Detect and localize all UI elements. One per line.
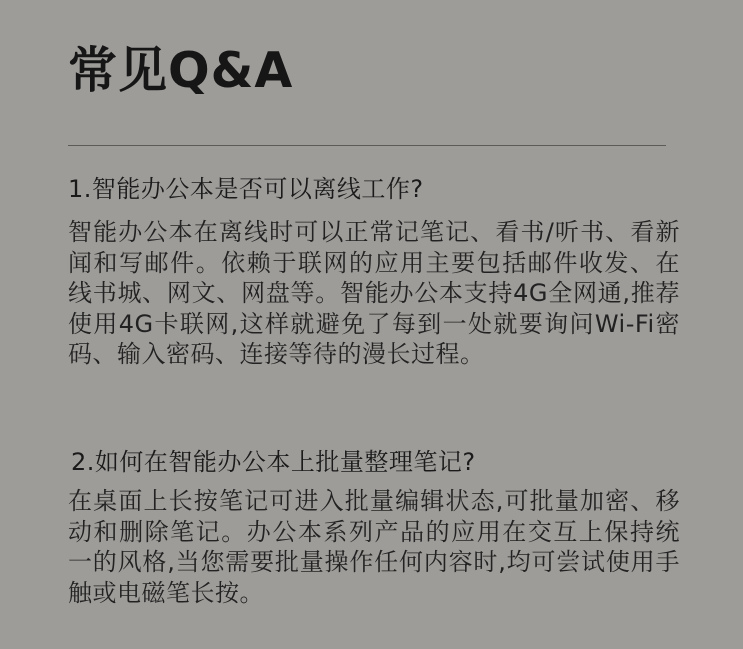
faq-question: 1.智能办公本是否可以离线工作? [68,175,424,203]
faq-answer: 在桌面上长按笔记可进入批量编辑状态,可批量加密、移动和删除笔记。办公本系列产品的应用在交互上保持统一的风格,当您需要批量操作任何内容时,均可尝试使用手触或电磁笔长按。 [68,487,680,607]
faq-question: 2.如何在智能办公本上批量整理笔记? [71,448,476,476]
faq-answer: 智能办公本在离线时可以正常记笔记、看书/听书、看新闻和写邮件。依赖于联网的应用主要包括邮件收发、在线书城、网文、网盘等。智能办公本支持4G全网通,推荐使用4G卡联网,这样就避免了每到一处就要询问Wi-Fi密码、输入密码、连接等待的漫长过程。 [68,218,680,368]
title-divider [68,145,666,146]
page-title: 常见Q&A [68,42,294,99]
